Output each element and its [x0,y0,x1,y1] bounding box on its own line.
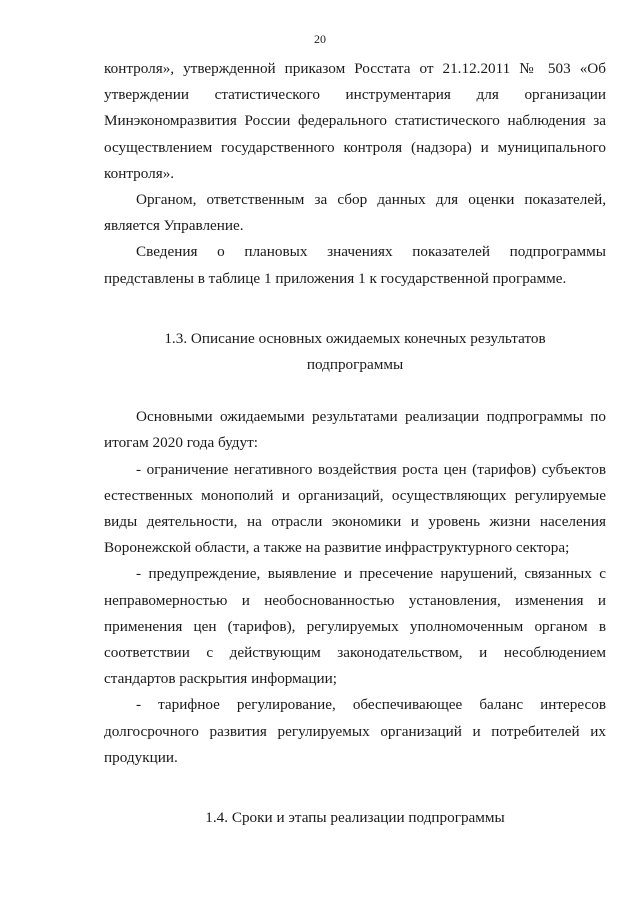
section-heading-1-4: 1.4. Сроки и этапы реализации подпрограммы [205,809,505,827]
paragraph-expected-results-intro: Основными ожидаемыми результатами реализации подпрограммы по итогам 2020 года будут: [104,408,606,452]
paragraph-statistics-form: контроля», утвержденной приказом Росстата от 21.12.2011 № 503 «Об утверждении статистического инструментария для организации Минэкономразвития России федерального статистического наблюдения за осуществлением государственного контроля (надзора) и муниципального контроля». [104,60,606,182]
list-item: - ограничение негативного воздействия роста цен (тарифов) субъектов естественных монополий и организаций, осуществляющих регулируемые виды деятельности, на отрасли экономики и уровень жизни населения Воронежской области, а также на развитие инфраструктурного сектора; [104,460,606,557]
section-heading-1-3-line2: подпрограммы [306,356,404,374]
section-heading-1-3 [104,326,606,378]
page-number: 20 [314,32,326,46]
paragraph-indicator-values: Сведения о плановых значениях показателей подпрограммы представлены в таблице 1 приложения 1 к государственной программе. [104,243,606,287]
section-heading-1-3-line1: 1.3. Описание основных ожидаемых конечных результатов [164,329,546,347]
list-item: - предупреждение, выявление и пресечение нарушений, связанных с неправомерностью и необоснованностью установления, изменения и применения цен (тарифов), регулируемых уполномоченным органом в соответствии с действующим законодательством, и несоблюдением стандартов раскрытия информации; [104,565,606,688]
list-item: - тарифное регулирование, обеспечивающее баланс интересов долгосрочного развития регулируемых организаций и потребителей их продукции. [104,696,606,766]
document-body [104,56,606,831]
paragraph-responsible-body: Органом, ответственным за сбор данных для оценки показателей, является Управление. [104,191,606,235]
